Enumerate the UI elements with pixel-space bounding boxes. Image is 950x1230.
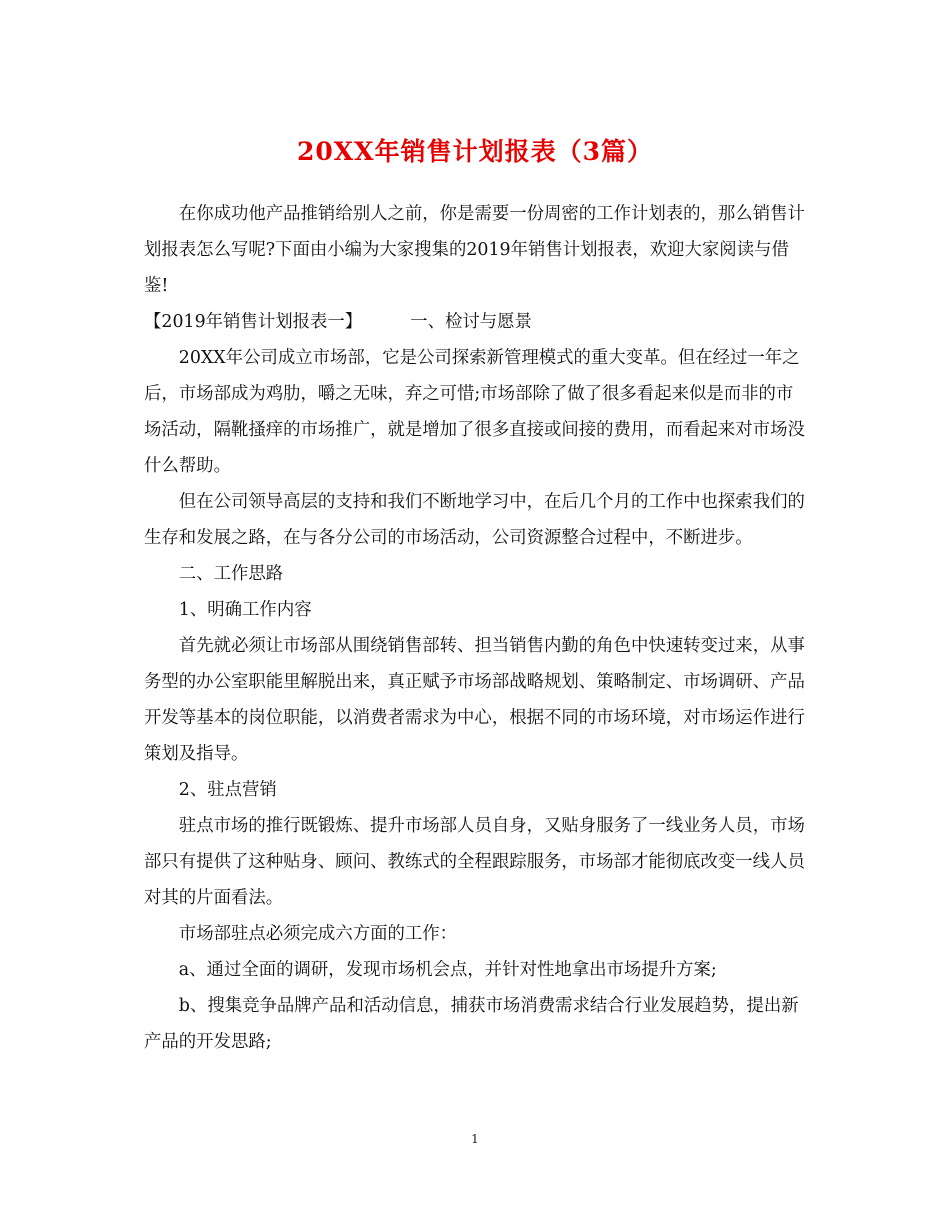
document-title: 20XX年销售计划报表（3篇） <box>297 137 653 166</box>
paragraph-4: 驻点市场的推行既锻炼、提升市场部人员自身，又贴身服务了一线业务人员，市场部只有提供了这种贴身、顾问、教练式的全程跟踪服务，市场部才能彻底改变一线人员对其的片面看法。 <box>144 816 805 908</box>
list-item-b: b、搜集竞争品牌产品和活动信息，捕获市场消费需求结合行业发展趋势，提出新产品的开发思路; <box>144 996 799 1052</box>
part-header-row <box>144 304 810 340</box>
paragraph-1: 20XX年公司成立市场部，它是公司探索新管理模式的重大变革。但在经过一年之后，市场部成为鸡肋，嚼之无味，弃之可惜;市场部除了做了很多看起来似是而非的市场活动，隔靴搔痒的市场推广，就是增加了很多直接或间接的费用，而看起来对市场没什么帮助。 <box>144 348 805 476</box>
paragraph-3: 首先就必须让市场部从围绕销售部转、担当销售内勤的角色中快速转变过来，从事务型的办公室职能里解脱出来，真正赋予市场部战略规划、策略制定、市场调研、产品开发等基本的岗位职能，以消费者需求为中心，根据不同的市场环境，对市场运作进行策划及指导。 <box>144 636 805 764</box>
section-2-heading: 二、工作思路 <box>178 564 284 584</box>
intro-paragraph: 在你成功他产品推销给别人之前，你是需要一份周密的工作计划表的，那么销售计划报表怎么写呢?下面由小编为大家搜集的2019年销售计划报表，欢迎大家阅读与借鉴! <box>144 204 805 296</box>
document-body <box>144 196 810 1060</box>
paragraph-5: 市场部驻点必须完成六方面的工作： <box>178 924 458 944</box>
sub-1-heading: 1、明确工作内容 <box>178 600 312 620</box>
page-number: 1 <box>471 1132 479 1146</box>
section-1-heading: 一、检讨与愿景 <box>410 312 532 332</box>
part-label: 【2019年销售计划报表一】 <box>144 312 363 332</box>
paragraph-2: 但在公司领导高层的支持和我们不断地学习中，在后几个月的工作中也探索我们的生存和发展之路，在与各分公司的市场活动，公司资源整合过程中，不断进步。 <box>144 492 805 548</box>
list-item-a: a、通过全面的调研，发现市场机会点，并针对性地拿出市场提升方案; <box>178 960 717 980</box>
sub-2-heading: 2、驻点营销 <box>178 780 277 800</box>
